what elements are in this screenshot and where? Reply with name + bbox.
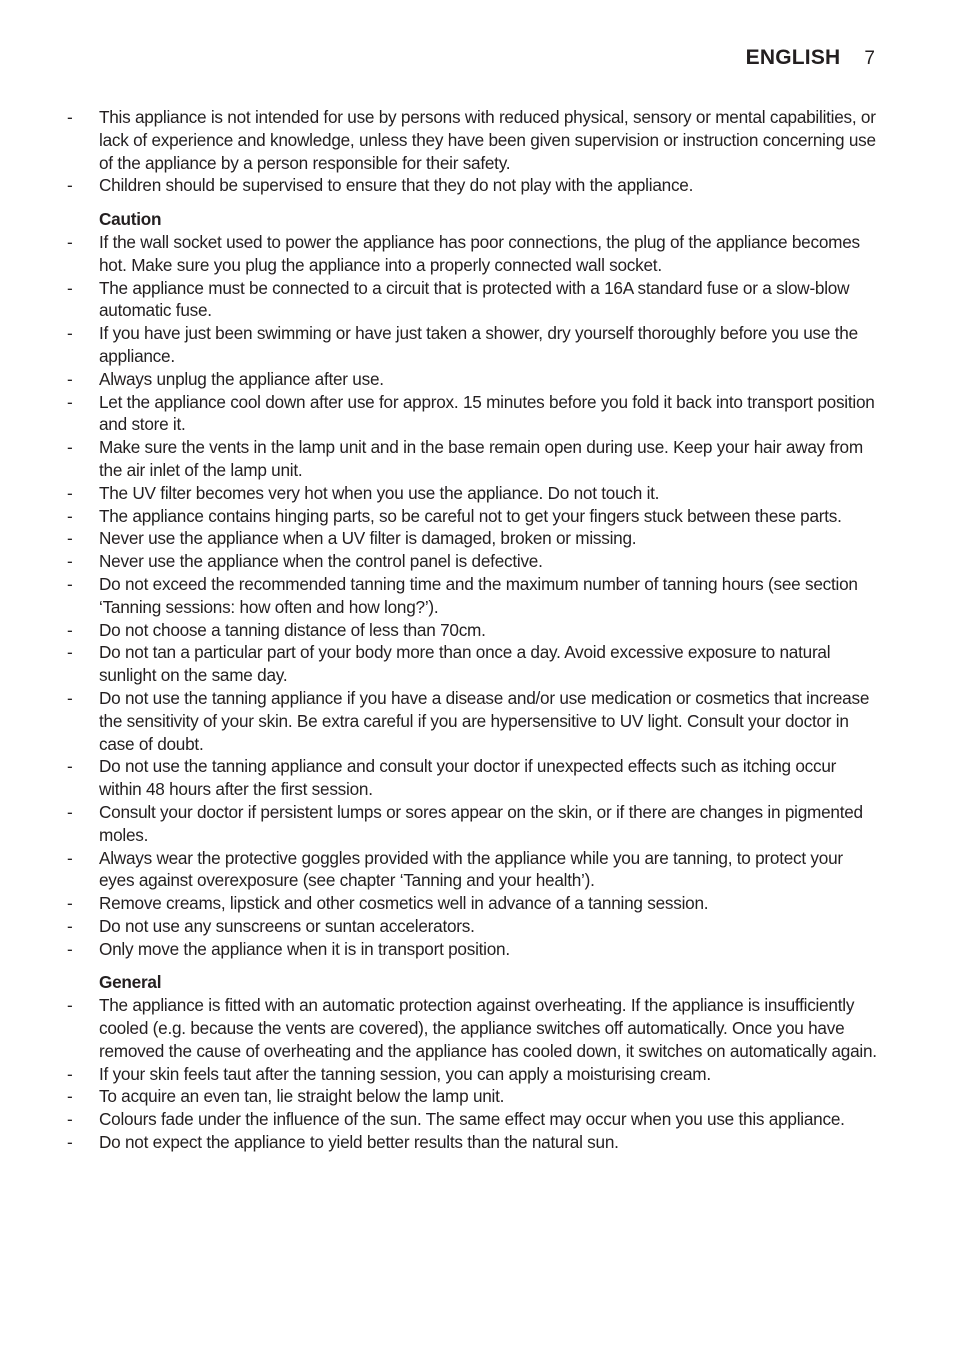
bullet-dash: - <box>67 893 73 914</box>
list-item-text: Do not use the tanning appliance if you have a disease and/or use medication or cosmetics that increase the sensitivity of your skin. Be extra careful if you are hypersensitive to UV light. Consult your doctor in case of doubt. <box>99 687 870 754</box>
list-item-text: Always unplug the appliance after use. <box>99 368 384 389</box>
bullet-dash: - <box>67 231 73 252</box>
list-item-text: Do not expect the appliance to yield better results than the natural sun. <box>99 1132 619 1153</box>
list-item <box>60 619 882 642</box>
list-item <box>60 505 882 528</box>
list-item-text: Never use the appliance when the control panel is defective. <box>99 551 543 572</box>
bullet-dash: - <box>67 528 73 549</box>
bullet-dash: - <box>67 995 73 1016</box>
language-label: ENGLISH <box>745 46 841 69</box>
list-item <box>60 550 882 573</box>
list-item-text: If your skin feels taut after the tanning session, you can apply a moisturising cream. <box>99 1063 711 1084</box>
bullet-dash: - <box>67 1109 73 1130</box>
list-item-text: Only move the appliance when it is in transport position. <box>99 938 510 959</box>
bullet-dash: - <box>67 1132 73 1153</box>
list-item-text: Make sure the vents in the lamp unit and in the base remain open during use. Keep your hair away from the air inlet of the lamp unit. <box>99 437 863 480</box>
page-header <box>746 46 875 70</box>
list-item <box>60 527 882 550</box>
page-number: 7 <box>864 48 875 69</box>
bullet-dash: - <box>67 505 73 526</box>
list-item <box>60 847 882 893</box>
bullet-dash: - <box>67 1086 73 1107</box>
list-item <box>60 1131 882 1154</box>
list-item-text: The appliance contains hinging parts, so be careful not to get your fingers stuck between these parts. <box>99 505 842 526</box>
list-item-text: Do not exceed the recommended tanning time and the maximum number of tanning hours (see section ‘Tanning sessions: how often and how long?’). <box>99 573 858 617</box>
list-item <box>60 755 882 801</box>
list-item-text: If the wall socket used to power the appliance has poor connections, the plug of the appliance becomes hot. Make sure you plug the appliance into a properly connected wall socket. <box>99 231 860 275</box>
list-item-text: The appliance must be connected to a circuit that is protected with a 16A standard fuse or a slow-blow automatic fuse. <box>99 277 850 321</box>
list-item-text: Never use the appliance when a UV filter is damaged, broken or missing. <box>99 528 637 549</box>
bullet-dash: - <box>67 277 73 298</box>
list-item-text: Let the appliance cool down after use for approx. 15 minutes before you fold it back into transport position and store it. <box>99 391 875 435</box>
list-item <box>60 687 882 755</box>
list-item-text: Always wear the protective goggles provided with the appliance while you are tanning, to protect your eyes against overexposure (see chapter ‘Tanning and your health’). <box>99 847 843 891</box>
list-item-text: If you have just been swimming or have just taken a shower, dry yourself thoroughly before you use the appliance. <box>99 323 858 366</box>
caution-list <box>60 231 882 961</box>
list-item-text: Do not use the tanning appliance and consult your doctor if unexpected effects such as itching occur within 48 hours after the first session. <box>99 756 837 800</box>
list-item <box>60 368 882 391</box>
list-item <box>60 641 882 687</box>
list-item <box>60 994 882 1062</box>
bullet-dash: - <box>67 368 73 389</box>
list-item <box>60 1063 882 1086</box>
list-item <box>60 436 882 482</box>
bullet-dash: - <box>67 619 73 640</box>
list-item <box>60 801 882 847</box>
bullet-dash: - <box>67 756 73 777</box>
list-item-text: To acquire an even tan, lie straight below the lamp unit. <box>99 1086 505 1107</box>
list-item-text: The appliance is fitted with an automatic protection against overheating. If the appliance is insufficiently cooled (e.g. because the vents are covered), the appliance switches off automatically. Once you have removed the cause of overheating and the appliance has cooled down, it switches on automatically again. <box>99 995 877 1061</box>
bullet-dash: - <box>67 642 73 663</box>
bullet-dash: - <box>67 323 73 344</box>
list-item <box>60 322 882 368</box>
bullet-dash: - <box>67 938 73 959</box>
bullet-dash: - <box>67 551 73 572</box>
list-item-text: Colours fade under the influence of the sun. The same effect may occur when you use this appliance. <box>99 1109 845 1130</box>
list-item-text: This appliance is not intended for use by persons with reduced physical, sensory or mental capabilities, or lack of experience and knowledge, unless they have been given supervision or instruction concerning use of the appliance by a person responsible for their safety. <box>99 107 876 173</box>
bullet-dash: - <box>67 482 73 503</box>
list-item <box>60 1108 882 1131</box>
bullet-dash: - <box>67 687 73 708</box>
list-item-text: Do not use any sunscreens or suntan accelerators. <box>99 915 475 936</box>
caution-heading: Caution <box>99 209 162 230</box>
list-item <box>60 391 882 437</box>
bullet-dash: - <box>67 915 73 936</box>
list-item-text: Consult your doctor if persistent lumps or sores appear on the skin, or if there are changes in pigmented moles. <box>99 801 863 845</box>
list-item-text: Children should be supervised to ensure that they do not play with the appliance. <box>99 175 694 196</box>
bullet-dash: - <box>67 1063 73 1084</box>
list-item <box>60 277 882 323</box>
list-item-text: Remove creams, lipstick and other cosmetics well in advance of a tanning session. <box>99 893 709 914</box>
bullet-dash: - <box>67 175 73 196</box>
list-item <box>60 915 882 938</box>
general-heading: General <box>99 972 162 993</box>
list-item-text: The UV filter becomes very hot when you use the appliance. Do not touch it. <box>99 482 660 503</box>
list-item <box>60 938 882 961</box>
intro-list <box>60 106 882 197</box>
list-item <box>60 231 882 277</box>
list-item-text: Do not tan a particular part of your body more than once a day. Avoid excessive exposure to natural sunlight on the same day. <box>99 642 831 686</box>
general-list <box>60 994 882 1154</box>
list-item <box>60 106 882 174</box>
list-item <box>60 482 882 505</box>
list-item <box>60 573 882 619</box>
list-item <box>60 1085 882 1108</box>
bullet-dash: - <box>67 801 73 822</box>
bullet-dash: - <box>67 391 73 412</box>
bullet-dash: - <box>67 573 73 594</box>
list-item <box>60 892 882 915</box>
document-body <box>60 106 882 1154</box>
bullet-dash: - <box>67 107 73 127</box>
list-item <box>60 174 882 197</box>
bullet-dash: - <box>67 847 73 868</box>
bullet-dash: - <box>67 437 73 458</box>
list-item-text: Do not choose a tanning distance of less than 70cm. <box>99 619 486 640</box>
